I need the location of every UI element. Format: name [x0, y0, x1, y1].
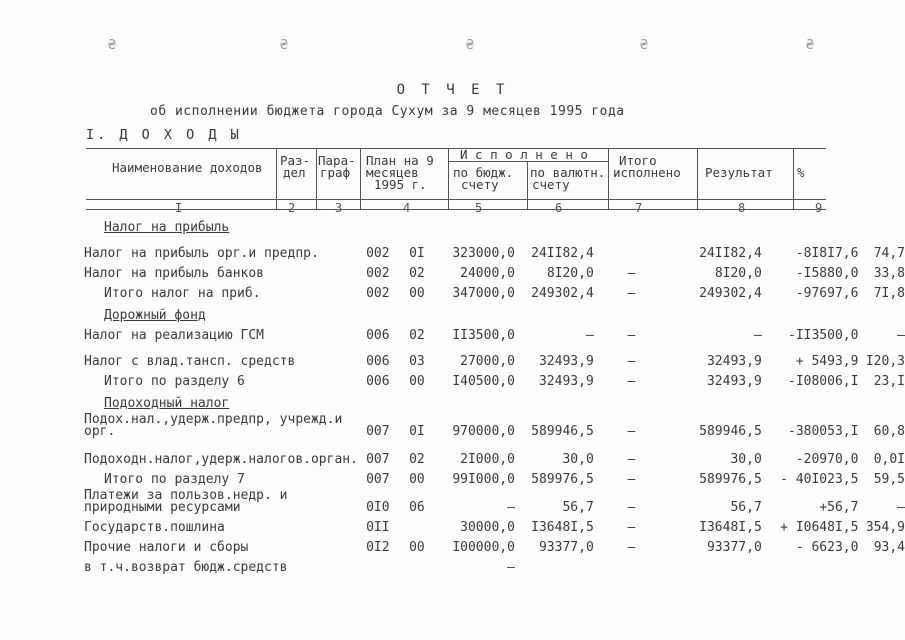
plan-cell: 24000,0: [460, 266, 515, 280]
column-number: 3: [335, 201, 343, 215]
itogo-cell: [669, 554, 762, 574]
column-divider: [608, 148, 609, 209]
header-top-rule: [86, 148, 826, 149]
valut-cell: –: [627, 500, 636, 514]
itogo-cell: 589976,5: [699, 472, 762, 486]
budget-cell: 249302,4: [531, 286, 594, 300]
budget-cell: –: [585, 328, 594, 342]
result-cell: -20970,0: [795, 452, 859, 466]
pct-cell: –: [897, 500, 905, 514]
report-title: О Т Ч Е Т: [396, 82, 509, 98]
itogo-cell: 24II82,4: [699, 246, 762, 260]
valut-cell: –: [627, 540, 636, 554]
header-razdel-2: дел: [283, 165, 306, 180]
plan-cell: 30000,0: [460, 520, 515, 534]
valut-cell: [594, 554, 669, 574]
plan-cell: 2I000,0: [460, 452, 515, 466]
total-row: [80, 280, 905, 300]
category-row: [80, 212, 905, 234]
valut-cell: –: [627, 472, 636, 486]
pct-cell: 59,5: [873, 472, 905, 486]
itogo-cell: 30,0: [730, 452, 762, 466]
budget-cell: 56,7: [562, 500, 594, 514]
page-mark: ₴: [280, 38, 288, 53]
budget-cell: 32493,9: [538, 354, 594, 368]
table-row: [80, 234, 905, 260]
header-itogo-1: Итого: [619, 153, 657, 168]
razdel-cell: 002: [366, 286, 390, 300]
valut-cell: –: [627, 286, 636, 300]
pct-cell: 33,8: [873, 266, 905, 280]
plan-cell: I00000,0: [452, 540, 515, 554]
income-name-cell: Налог на прибыль орг.и предпр.: [84, 246, 319, 260]
valut-cell: –: [627, 354, 636, 368]
razdel-cell: 007: [366, 424, 390, 438]
itogo-cell: –: [753, 328, 762, 342]
paragraf-cell: [398, 514, 436, 534]
header-bottom-rule: [86, 199, 826, 200]
income-name-cell: Итого по разделу 6: [104, 374, 245, 388]
header-razdel-1: Раз-: [280, 153, 311, 168]
column-number: I: [175, 201, 183, 215]
itogo-cell: 32493,9: [706, 374, 762, 388]
itogo-cell: 589946,5: [699, 424, 762, 438]
paragraf-cell: 00: [409, 286, 425, 300]
income-table: [80, 212, 905, 574]
valut-cell: –: [627, 374, 636, 388]
razdel-cell: [358, 554, 398, 574]
pct-cell: 23,I: [873, 374, 905, 388]
valut-cell: –: [627, 424, 636, 438]
pct-cell: 354,9: [865, 520, 905, 534]
category-label: Налог на прибыль: [104, 220, 230, 234]
table-row: [80, 260, 905, 280]
header-plan-2: месяцев: [366, 165, 419, 180]
page-mark: ₴: [806, 38, 814, 53]
column-number: 7: [635, 201, 643, 215]
header-plan-1: План на 9: [366, 153, 434, 168]
paragraf-cell: 0I: [409, 424, 425, 438]
budget-cell: [515, 554, 594, 574]
category-label: Дорожный фонд: [104, 308, 206, 322]
itogo-cell: 8I20,0: [714, 266, 762, 280]
budget-cell: 8I20,0: [546, 266, 594, 280]
income-name-cell: Налог на реализацию ГСМ: [84, 328, 265, 342]
pct-cell: 7I,8: [873, 286, 905, 300]
category-label: Подоходный налог: [104, 396, 230, 410]
razdel-cell: 0II: [366, 520, 390, 534]
result-cell: -I5880,0: [795, 266, 859, 280]
column-divider: [448, 148, 449, 209]
total-row: [80, 466, 905, 486]
pct-cell: 60,8: [873, 424, 905, 438]
valut-cell: –: [627, 452, 636, 466]
itogo-cell: I3648I,5: [699, 520, 762, 534]
column-divider: [276, 148, 277, 209]
column-number: 5: [475, 201, 483, 215]
income-name-cell: Прочие налоги и сборы: [84, 540, 249, 554]
result-cell: + 5493,9: [795, 354, 859, 368]
header-itogo-2: исполнено: [613, 165, 681, 180]
razdel-cell: 002: [366, 246, 390, 260]
column-divider: [360, 148, 361, 209]
category-row: [80, 300, 905, 322]
result-cell: - 6623,0: [795, 540, 859, 554]
plan-cell: I40500,0: [452, 374, 515, 388]
razdel-cell: 0I2: [366, 540, 390, 554]
column-divider: [697, 148, 698, 209]
itogo-cell: 56,7: [730, 500, 762, 514]
razdel-cell: 0I0: [366, 500, 390, 514]
column-number-rule: [86, 209, 826, 210]
valut-cell: –: [627, 266, 636, 280]
header-budget-1: по бюдж.: [453, 165, 514, 180]
razdel-cell: 007: [366, 452, 390, 466]
paragraf-cell: 02: [409, 266, 425, 280]
pct-cell: –: [897, 328, 905, 342]
plan-cell: 27000,0: [460, 354, 515, 368]
header-paragraf-1: Пара-: [318, 153, 356, 168]
budget-cell: 589976,5: [531, 472, 594, 486]
plan-cell: 323000,0: [452, 246, 515, 260]
result-cell: -II3500,0: [788, 328, 859, 342]
result-cell: + I0648I,5: [780, 520, 859, 534]
paragraf-cell: 00: [409, 540, 425, 554]
plan-cell: –: [507, 560, 515, 574]
column-divider: [316, 148, 317, 209]
income-name-cell: Государств.пошлина: [84, 520, 225, 534]
income-name-cell: Налог с влад.тансп. средств: [84, 354, 296, 368]
budget-cell: I3648I,5: [531, 520, 594, 534]
paragraf-cell: 0I: [409, 246, 425, 260]
budget-cell: 30,0: [562, 452, 594, 466]
pct-cell: 74,7: [873, 246, 905, 260]
paragraf-cell: 02: [409, 452, 425, 466]
header-name: Наименование доходов: [112, 160, 263, 175]
header-result: Результат: [705, 165, 773, 180]
valut-cell: –: [627, 520, 636, 534]
page-mark: ₴: [466, 38, 474, 53]
column-number: 6: [555, 201, 563, 215]
budget-cell: 32493,9: [538, 374, 594, 388]
page-mark: ₴: [640, 38, 648, 53]
header-ispolneno: И с п о л н е н о: [460, 147, 588, 162]
itogo-cell: 93377,0: [706, 540, 762, 554]
plan-cell: 970000,0: [452, 424, 515, 438]
valut-cell: –: [627, 328, 636, 342]
column-number: 8: [738, 201, 746, 215]
income-name-cell: Подох.нал.,удерж.предпр, учрежд.и орг.: [84, 412, 343, 438]
report-subtitle: об исполнении бюджета города Сухум за 9 месяцев 1995 года: [150, 104, 625, 119]
result-cell: -97697,6: [795, 286, 859, 300]
plan-cell: II3500,0: [452, 328, 515, 342]
paragraf-cell: 02: [409, 328, 425, 342]
table-row: [80, 438, 905, 466]
header-pct: %: [797, 165, 805, 180]
itogo-cell: 32493,9: [706, 354, 762, 368]
paragraf-cell: 00: [409, 374, 425, 388]
page-mark: ₴: [108, 38, 116, 53]
valut-cell: [594, 234, 669, 260]
budget-cell: 24II82,4: [531, 246, 594, 260]
table-row: [80, 322, 905, 342]
budget-cell: 589946,5: [531, 424, 594, 438]
table-row: [80, 342, 905, 368]
income-name-cell: Платежи за пользов.недр. и природными ресурсами: [84, 488, 288, 514]
page-marks: [0, 38, 905, 58]
header-budget-2: счету: [461, 177, 499, 192]
razdel-cell: 006: [366, 354, 390, 368]
income-name-cell: Итого налог на приб.: [104, 286, 261, 300]
column-number: 2: [288, 201, 296, 215]
header-plan-3: 1995 г.: [374, 177, 427, 192]
result-cell: [762, 554, 859, 574]
result-cell: - 40I023,5: [780, 472, 859, 486]
pct-cell: [858, 554, 905, 574]
plan-cell: 99I000,0: [452, 472, 515, 486]
pct-cell: 93,4: [873, 540, 905, 554]
itogo-cell: 249302,4: [699, 286, 762, 300]
budget-cell: 93377,0: [538, 540, 594, 554]
table-row: [80, 514, 905, 534]
income-name-cell: Подоходн.налог,удерж.налогов.орган.: [84, 452, 358, 466]
razdel-cell: 007: [366, 472, 390, 486]
razdel-cell: 006: [366, 374, 390, 388]
razdel-cell: 002: [366, 266, 390, 280]
razdel-cell: 006: [366, 328, 390, 342]
column-number: 9: [815, 201, 823, 215]
category-row: [80, 388, 905, 410]
table-row: [80, 410, 905, 438]
result-cell: -380053,I: [788, 424, 859, 438]
total-row: [80, 368, 905, 388]
income-name-cell: в т.ч.возврат бюдж.средств: [84, 560, 288, 574]
header-valut-1: по валютн.: [530, 165, 606, 180]
column-number: 4: [403, 201, 411, 215]
pct-cell: I20,3: [865, 354, 905, 368]
table-row: [80, 486, 905, 514]
result-cell: -I08006,I: [788, 374, 859, 388]
result-cell: -8I8I7,6: [795, 246, 859, 260]
paragraf-cell: 06: [409, 500, 425, 514]
column-divider: [527, 161, 528, 209]
section-heading: I. Д О Х О Д Ы: [86, 127, 242, 143]
table-row: [80, 554, 905, 574]
paragraf-cell: 03: [409, 354, 425, 368]
paragraf-cell: [398, 554, 436, 574]
plan-cell: –: [507, 500, 515, 514]
plan-cell: 347000,0: [452, 286, 515, 300]
pct-cell: 0,0I: [873, 452, 905, 466]
column-divider: [793, 148, 794, 209]
paragraf-cell: 00: [409, 472, 425, 486]
income-name-cell: Итого по разделу 7: [104, 472, 245, 486]
income-name-cell: Налог на прибыль банков: [84, 266, 265, 280]
header-paragraf-2: граф: [320, 165, 351, 180]
table-row: [80, 534, 905, 554]
header-valut-2: счету: [532, 177, 570, 192]
result-cell: +56,7: [819, 500, 859, 514]
